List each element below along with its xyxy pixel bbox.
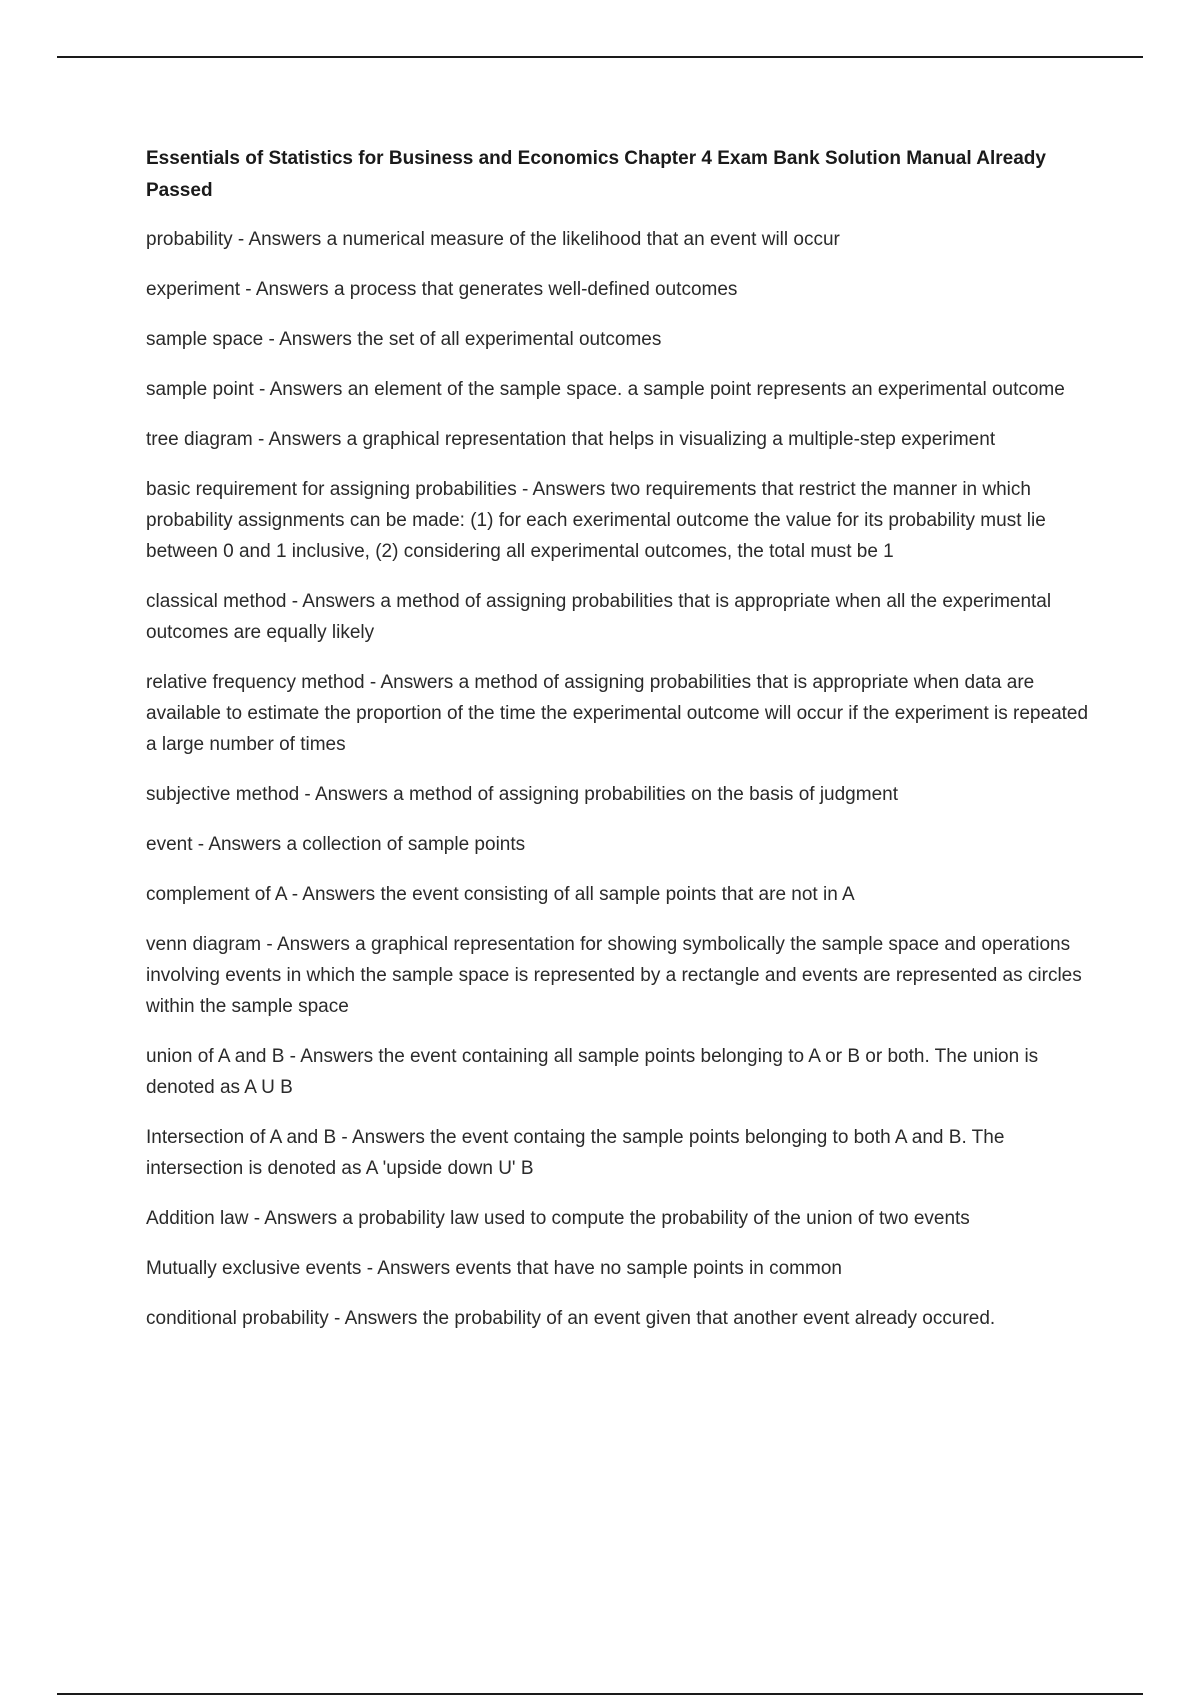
entry-classical-method: classical method - Answers a method of assigning probabilities that is appropriate when all the experimental outcomes are equally likely — [146, 591, 1052, 643]
entry-subjective-method: subjective method - Answers a method of assigning probabilities on the basis of judgment — [146, 784, 898, 805]
entry-conditional-probability: conditional probability - Answers the probability of an event given that another event already occured. — [146, 1308, 996, 1329]
entry-intersection: Intersection of A and B - Answers the event containg the sample points belonging to both A and B. The intersection is denoted as A 'upside down U' B — [146, 1127, 1005, 1179]
entry-relative-frequency-method: relative frequency method - Answers a method of assigning probabilities that is appropriate when data are available to estimate the proportion of the time the experimental outcome will occur if the experiment is repeated a large number of times — [146, 672, 1089, 755]
document-title: Essentials of Statistics for Business and Economics Chapter 4 Exam Bank Solution Manual Already Passed — [146, 148, 1046, 201]
entry-sample-space: sample space - Answers the set of all experimental outcomes — [146, 329, 662, 350]
entry-venn-diagram: venn diagram - Answers a graphical representation for showing symbolically the sample space and operations involving events in which the sample space is represented by a rectangle and events are represented as circles within the sample space — [146, 934, 1082, 1017]
entry-probability: probability - Answers a numerical measure of the likelihood that an event will occur — [146, 229, 840, 250]
page-content — [146, 143, 1092, 1353]
entry-complement: complement of A - Answers the event consisting of all sample points that are not in A — [146, 884, 855, 905]
footer-rule — [57, 1693, 1143, 1695]
entry-addition-law: Addition law - Answers a probability law used to compute the probability of the union of two events — [146, 1208, 970, 1229]
entry-experiment: experiment - Answers a process that generates well-defined outcomes — [146, 279, 738, 300]
entry-tree-diagram: tree diagram - Answers a graphical representation that helps in visualizing a multiple-step experiment — [146, 429, 996, 450]
entry-union: union of A and B - Answers the event containing all sample points belonging to A or B or both. The union is denoted as A U B — [146, 1046, 1039, 1098]
entry-basic-requirement: basic requirement for assigning probabilities - Answers two requirements that restrict the manner in which probability assignments can be made: (1) for each exerimental outcome the value for its probability must lie between 0 and 1 inclusive, (2) considering all experimental outcomes, the total must be 1 — [146, 479, 1046, 562]
entry-event: event - Answers a collection of sample points — [146, 834, 526, 855]
entry-mutually-exclusive: Mutually exclusive events - Answers events that have no sample points in common — [146, 1258, 842, 1279]
entry-sample-point: sample point - Answers an element of the sample space. a sample point represents an experimental outcome — [146, 379, 1065, 400]
header-rule — [57, 56, 1143, 58]
